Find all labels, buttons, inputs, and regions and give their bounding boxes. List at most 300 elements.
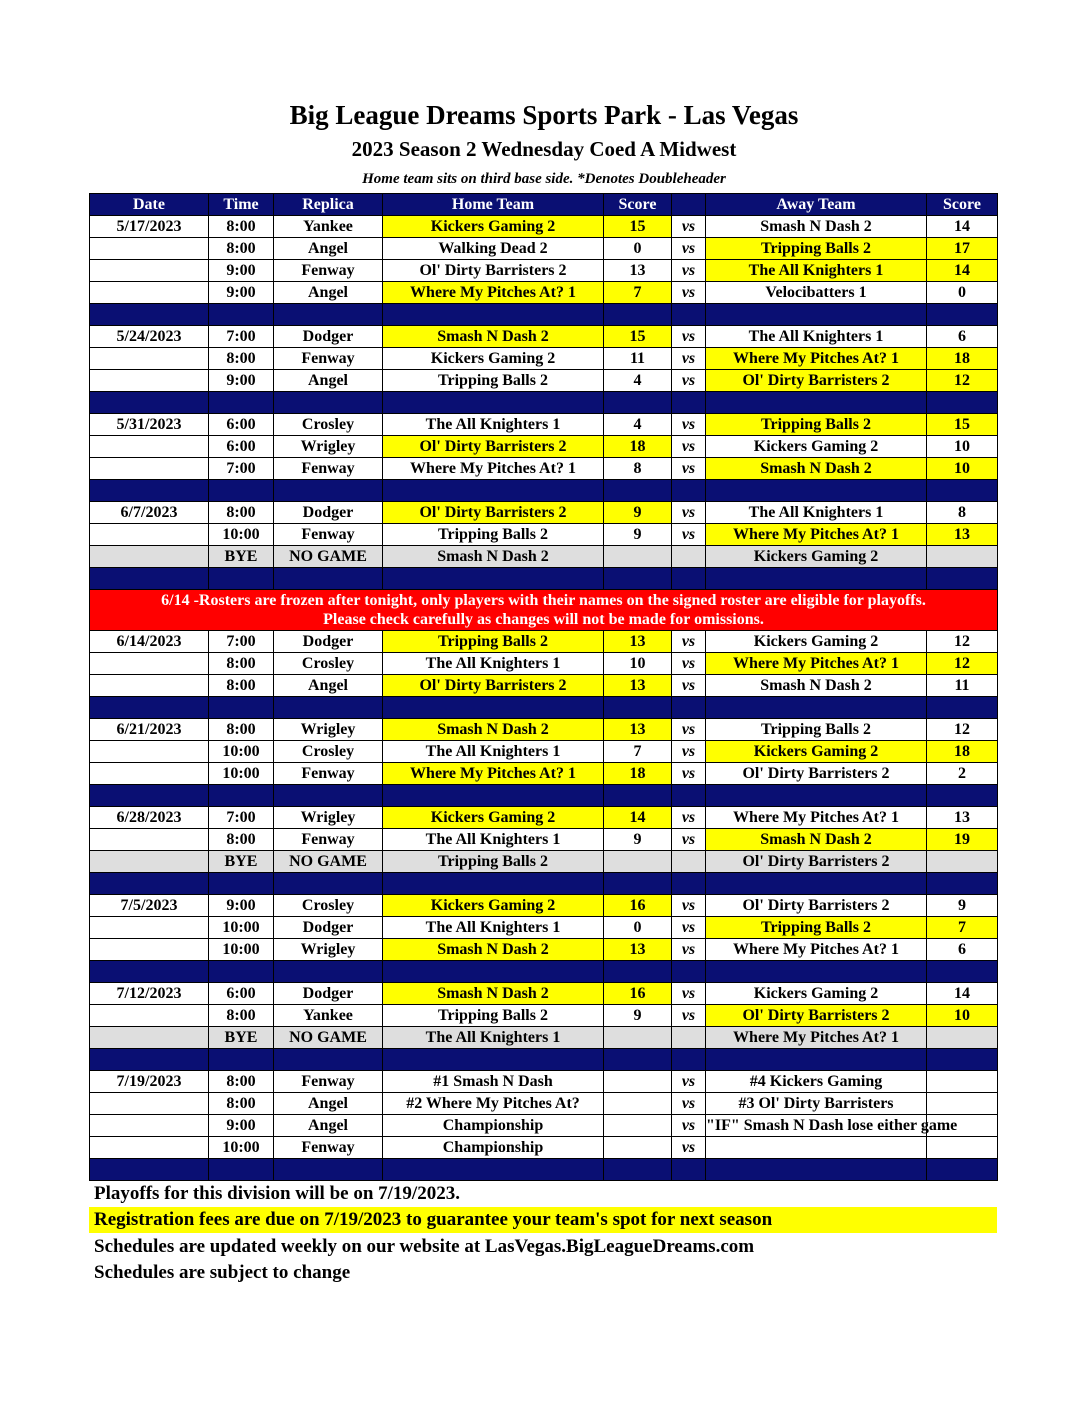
time-cell: 8:00 — [209, 653, 274, 675]
footer-change-note: Schedules are subject to change — [94, 1262, 351, 1283]
away-score-cell — [927, 546, 998, 568]
separator-cell — [383, 873, 604, 895]
home-score-cell: 4 — [604, 414, 672, 436]
game-row — [90, 631, 998, 653]
home-team-cell: Kickers Gaming 2 — [383, 895, 604, 917]
away-score-cell: 10 — [927, 436, 998, 458]
home-score-cell — [604, 1027, 672, 1049]
time-cell: 10:00 — [209, 939, 274, 961]
away-team-cell: Ol' Dirty Barristers 2 — [706, 370, 927, 392]
separator-cell — [672, 304, 706, 326]
replica-cell: Fenway — [274, 260, 383, 282]
away-score-cell — [927, 1027, 998, 1049]
replica-cell: Angel — [274, 282, 383, 304]
home-team-cell: Ol' Dirty Barristers 2 — [383, 436, 604, 458]
replica-cell: Wrigley — [274, 939, 383, 961]
separator-cell — [90, 1049, 209, 1071]
away-score-cell — [927, 1137, 998, 1159]
away-score-cell: 10 — [927, 458, 998, 480]
vs-cell: vs — [672, 807, 706, 829]
home-team-cell: Kickers Gaming 2 — [383, 807, 604, 829]
date-cell — [90, 1115, 209, 1137]
bye-row — [90, 546, 998, 568]
separator-cell — [209, 873, 274, 895]
separator-cell — [706, 1049, 927, 1071]
away-score-cell — [927, 851, 998, 873]
separator-cell — [604, 785, 672, 807]
time-cell: 8:00 — [209, 719, 274, 741]
home-score-cell: 13 — [604, 939, 672, 961]
replica-cell: Crosley — [274, 895, 383, 917]
game-row — [90, 414, 998, 436]
away-score-cell: 13 — [927, 524, 998, 546]
replica-cell: NO GAME — [274, 546, 383, 568]
footer-website-note: Schedules are updated weekly on our website at LasVegas.BigLeagueDreams.com — [94, 1236, 755, 1257]
time-cell: 8:00 — [209, 502, 274, 524]
away-team-cell: The All Knighters 1 — [706, 326, 927, 348]
away-team-cell: Smash N Dash 2 — [706, 458, 927, 480]
page-title: Big League Dreams Sports Park - Las Vegas — [289, 100, 799, 130]
date-cell — [90, 1093, 209, 1115]
separator-cell — [706, 304, 927, 326]
replica-cell: Crosley — [274, 653, 383, 675]
date-cell — [90, 1027, 209, 1049]
week-separator-row — [90, 1049, 998, 1071]
replica-cell: Wrigley — [274, 807, 383, 829]
away-score-cell: 14 — [927, 983, 998, 1005]
time-cell: 10:00 — [209, 741, 274, 763]
separator-cell — [383, 785, 604, 807]
home-score-cell: 9 — [604, 1005, 672, 1027]
separator-cell — [604, 480, 672, 502]
separator-cell — [672, 785, 706, 807]
separator-cell — [383, 1159, 604, 1181]
separator-cell — [927, 873, 998, 895]
away-score-cell: 13 — [927, 807, 998, 829]
vs-cell: vs — [672, 1115, 706, 1137]
home-team-cell: Tripping Balls 2 — [383, 631, 604, 653]
date-cell — [90, 917, 209, 939]
separator-cell — [383, 304, 604, 326]
replica-cell: Angel — [274, 238, 383, 260]
home-team-cell: Where My Pitches At? 1 — [383, 458, 604, 480]
game-row — [90, 502, 998, 524]
separator-cell — [604, 873, 672, 895]
separator-cell — [672, 1159, 706, 1181]
game-row — [90, 939, 998, 961]
away-score-cell: 6 — [927, 326, 998, 348]
separator-cell — [274, 961, 383, 983]
home-team-cell: #2 Where My Pitches At? — [383, 1093, 604, 1115]
home-score-cell — [604, 851, 672, 873]
vs-cell: vs — [672, 326, 706, 348]
time-cell: 8:00 — [209, 216, 274, 238]
separator-cell — [604, 392, 672, 414]
week-separator-row — [90, 568, 998, 590]
week-separator-row — [90, 392, 998, 414]
replica-cell: Wrigley — [274, 436, 383, 458]
home-score-cell: 9 — [604, 524, 672, 546]
away-score-cell — [927, 1093, 998, 1115]
replica-cell: Dodger — [274, 631, 383, 653]
home-score-cell — [604, 1137, 672, 1159]
home-score-cell: 13 — [604, 675, 672, 697]
separator-cell — [604, 568, 672, 590]
away-score-cell: 6 — [927, 939, 998, 961]
separator-cell — [383, 697, 604, 719]
time-cell: 7:00 — [209, 807, 274, 829]
vs-cell: vs — [672, 653, 706, 675]
away-team-cell: Where My Pitches At? 1 — [706, 348, 927, 370]
home-score-cell: 18 — [604, 763, 672, 785]
week-separator-row — [90, 480, 998, 502]
roster-notice-row — [90, 590, 998, 631]
separator-cell — [927, 1159, 998, 1181]
vs-cell: vs — [672, 348, 706, 370]
away-score-cell: 14 — [927, 260, 998, 282]
home-team-cell: Ol' Dirty Barristers 2 — [383, 675, 604, 697]
replica-cell: NO GAME — [274, 1027, 383, 1049]
separator-cell — [90, 480, 209, 502]
separator-cell — [209, 304, 274, 326]
away-team-cell: Kickers Gaming 2 — [706, 436, 927, 458]
home-score-cell: 14 — [604, 807, 672, 829]
home-score-cell: 0 — [604, 917, 672, 939]
replica-cell: Dodger — [274, 917, 383, 939]
replica-cell: Dodger — [274, 326, 383, 348]
away-score-cell: 19 — [927, 829, 998, 851]
vs-cell: vs — [672, 502, 706, 524]
away-score-cell: 2 — [927, 763, 998, 785]
separator-cell — [706, 961, 927, 983]
replica-cell: Angel — [274, 675, 383, 697]
home-score-cell: 10 — [604, 653, 672, 675]
week-separator-row — [90, 697, 998, 719]
game-row — [90, 436, 998, 458]
vs-cell — [672, 546, 706, 568]
away-score-cell — [927, 1071, 998, 1093]
home-team-cell: Championship — [383, 1115, 604, 1137]
away-team-cell: Smash N Dash 2 — [706, 675, 927, 697]
page-subtitle: 2023 Season 2 Wednesday Coed A Midwest — [351, 137, 737, 161]
game-row — [90, 807, 998, 829]
replica-cell: Fenway — [274, 763, 383, 785]
vs-cell: vs — [672, 1093, 706, 1115]
game-row — [90, 917, 998, 939]
time-cell: 8:00 — [209, 1005, 274, 1027]
separator-cell — [209, 480, 274, 502]
home-team-cell: Smash N Dash 2 — [383, 546, 604, 568]
home-score-cell: 11 — [604, 348, 672, 370]
vs-cell: vs — [672, 238, 706, 260]
away-team-cell — [706, 1137, 927, 1159]
roster-notice-line: Please check carefully as changes will not be made for omissions. — [323, 611, 764, 628]
away-team-cell: Where My Pitches At? 1 — [706, 807, 927, 829]
replica-cell: Crosley — [274, 414, 383, 436]
away-team-cell: Kickers Gaming 2 — [706, 741, 927, 763]
time-cell: 10:00 — [209, 917, 274, 939]
home-score-cell: 15 — [604, 326, 672, 348]
away-team-cell: Velocibatters 1 — [706, 282, 927, 304]
separator-cell — [90, 568, 209, 590]
home-team-cell: Tripping Balls 2 — [383, 370, 604, 392]
replica-cell: Fenway — [274, 524, 383, 546]
home-team-cell: The All Knighters 1 — [383, 653, 604, 675]
date-cell — [90, 1137, 209, 1159]
roster-notice — [90, 590, 998, 631]
date-cell — [90, 348, 209, 370]
vs-cell — [672, 1027, 706, 1049]
column-header-date: Date — [90, 194, 209, 216]
game-row — [90, 675, 998, 697]
away-team-cell: Where My Pitches At? 1 — [706, 524, 927, 546]
game-row — [90, 216, 998, 238]
home-score-cell: 4 — [604, 370, 672, 392]
home-team-cell: Kickers Gaming 2 — [383, 216, 604, 238]
date-cell — [90, 524, 209, 546]
away-team-cell: Ol' Dirty Barristers 2 — [706, 895, 927, 917]
separator-cell — [927, 304, 998, 326]
separator-cell — [209, 568, 274, 590]
vs-cell: vs — [672, 763, 706, 785]
table-header-row — [90, 194, 998, 216]
time-cell: 8:00 — [209, 348, 274, 370]
separator-cell — [90, 697, 209, 719]
separator-cell — [604, 961, 672, 983]
away-score-cell: 14 — [927, 216, 998, 238]
date-cell — [90, 741, 209, 763]
time-cell: 7:00 — [209, 326, 274, 348]
home-team-cell: The All Knighters 1 — [383, 829, 604, 851]
home-score-cell — [604, 1071, 672, 1093]
date-cell: 6/7/2023 — [90, 502, 209, 524]
separator-cell — [672, 697, 706, 719]
home-team-cell: Championship — [383, 1137, 604, 1159]
schedule-body — [90, 216, 998, 1181]
separator-cell — [90, 304, 209, 326]
vs-cell: vs — [672, 1071, 706, 1093]
home-score-cell — [604, 546, 672, 568]
vs-cell: vs — [672, 983, 706, 1005]
date-cell: 5/17/2023 — [90, 216, 209, 238]
date-cell — [90, 1005, 209, 1027]
home-score-cell — [604, 1115, 672, 1137]
separator-cell — [274, 392, 383, 414]
column-header-home-score: Score — [604, 194, 672, 216]
separator-cell — [927, 1049, 998, 1071]
separator-cell — [90, 873, 209, 895]
vs-cell: vs — [672, 1137, 706, 1159]
game-row — [90, 348, 998, 370]
date-cell — [90, 260, 209, 282]
away-team-cell: Kickers Gaming 2 — [706, 631, 927, 653]
home-team-cell: The All Knighters 1 — [383, 917, 604, 939]
week-separator-row — [90, 304, 998, 326]
replica-cell: Yankee — [274, 1005, 383, 1027]
column-header-home-team: Home Team — [383, 194, 604, 216]
replica-cell: Fenway — [274, 348, 383, 370]
vs-cell: vs — [672, 829, 706, 851]
game-row — [90, 719, 998, 741]
time-cell: 8:00 — [209, 829, 274, 851]
date-cell: 7/12/2023 — [90, 983, 209, 1005]
time-cell: 8:00 — [209, 238, 274, 260]
time-cell: 10:00 — [209, 524, 274, 546]
away-team-cell: Kickers Gaming 2 — [706, 983, 927, 1005]
separator-cell — [383, 961, 604, 983]
separator-cell — [672, 873, 706, 895]
footer-registration-note: Registration fees are due on 7/19/2023 to guarantee your team's spot for next season — [89, 1207, 997, 1233]
column-header-vs — [672, 194, 706, 216]
away-team-cell: "IF" Smash N Dash lose either game — [706, 1115, 927, 1137]
away-team-cell: #4 Kickers Gaming — [706, 1071, 927, 1093]
home-score-cell: 13 — [604, 631, 672, 653]
separator-cell — [383, 392, 604, 414]
separator-cell — [274, 873, 383, 895]
replica-cell: Fenway — [274, 829, 383, 851]
replica-cell: Angel — [274, 1093, 383, 1115]
date-cell — [90, 546, 209, 568]
separator-cell — [672, 1049, 706, 1071]
vs-cell: vs — [672, 895, 706, 917]
separator-cell — [274, 568, 383, 590]
separator-cell — [383, 1049, 604, 1071]
week-separator-row — [90, 961, 998, 983]
time-cell: 8:00 — [209, 1093, 274, 1115]
vs-cell: vs — [672, 631, 706, 653]
separator-cell — [90, 785, 209, 807]
time-cell: BYE — [209, 1027, 274, 1049]
vs-cell: vs — [672, 436, 706, 458]
home-team-cell: The All Knighters 1 — [383, 1027, 604, 1049]
time-cell: 7:00 — [209, 458, 274, 480]
away-score-cell: 7 — [927, 917, 998, 939]
game-row — [90, 458, 998, 480]
vs-cell: vs — [672, 719, 706, 741]
replica-cell: Crosley — [274, 741, 383, 763]
separator-cell — [209, 392, 274, 414]
home-team-cell: The All Knighters 1 — [383, 414, 604, 436]
date-cell — [90, 763, 209, 785]
separator-cell — [604, 1049, 672, 1071]
separator-cell — [209, 961, 274, 983]
replica-cell: NO GAME — [274, 851, 383, 873]
home-team-cell: Smash N Dash 2 — [383, 719, 604, 741]
time-cell: BYE — [209, 546, 274, 568]
away-score-cell: 12 — [927, 631, 998, 653]
time-cell: 9:00 — [209, 260, 274, 282]
game-row — [90, 829, 998, 851]
home-team-cell: Where My Pitches At? 1 — [383, 763, 604, 785]
replica-cell: Fenway — [274, 1071, 383, 1093]
date-cell: 6/21/2023 — [90, 719, 209, 741]
separator-cell — [383, 568, 604, 590]
game-row — [90, 370, 998, 392]
away-team-cell: Ol' Dirty Barristers 2 — [706, 851, 927, 873]
vs-cell: vs — [672, 741, 706, 763]
separator-cell — [706, 480, 927, 502]
away-team-cell: Where My Pitches At? 1 — [706, 1027, 927, 1049]
home-score-cell: 16 — [604, 983, 672, 1005]
away-score-cell: 10 — [927, 1005, 998, 1027]
game-row — [90, 1005, 998, 1027]
away-team-cell: Ol' Dirty Barristers 2 — [706, 763, 927, 785]
column-header-away-team: Away Team — [706, 194, 927, 216]
vs-cell: vs — [672, 917, 706, 939]
game-row — [90, 260, 998, 282]
separator-cell — [274, 304, 383, 326]
away-team-cell: Ol' Dirty Barristers 2 — [706, 1005, 927, 1027]
replica-cell: Angel — [274, 370, 383, 392]
home-team-cell: The All Knighters 1 — [383, 741, 604, 763]
date-cell — [90, 370, 209, 392]
column-header-time: Time — [209, 194, 274, 216]
separator-cell — [706, 568, 927, 590]
time-cell: 8:00 — [209, 1071, 274, 1093]
home-score-cell: 0 — [604, 238, 672, 260]
date-cell — [90, 675, 209, 697]
home-team-cell: Walking Dead 2 — [383, 238, 604, 260]
date-cell — [90, 238, 209, 260]
home-score-cell: 13 — [604, 719, 672, 741]
away-score-cell: 12 — [927, 370, 998, 392]
away-team-cell: Tripping Balls 2 — [706, 414, 927, 436]
away-score-cell: 9 — [927, 895, 998, 917]
date-cell — [90, 282, 209, 304]
replica-cell: Wrigley — [274, 719, 383, 741]
home-score-cell: 18 — [604, 436, 672, 458]
date-cell — [90, 458, 209, 480]
separator-cell — [604, 1159, 672, 1181]
home-team-cell: #1 Smash N Dash — [383, 1071, 604, 1093]
time-cell: 6:00 — [209, 414, 274, 436]
date-cell — [90, 829, 209, 851]
vs-cell — [672, 851, 706, 873]
date-cell: 5/31/2023 — [90, 414, 209, 436]
date-cell: 7/19/2023 — [90, 1071, 209, 1093]
vs-cell: vs — [672, 524, 706, 546]
home-team-cell: Tripping Balls 2 — [383, 851, 604, 873]
home-score-cell: 16 — [604, 895, 672, 917]
away-team-cell: Where My Pitches At? 1 — [706, 939, 927, 961]
game-row — [90, 653, 998, 675]
away-score-cell: 8 — [927, 502, 998, 524]
away-score-cell: 12 — [927, 653, 998, 675]
separator-cell — [706, 697, 927, 719]
home-team-cell: Tripping Balls 2 — [383, 1005, 604, 1027]
away-team-cell: Smash N Dash 2 — [706, 216, 927, 238]
game-row — [90, 1137, 998, 1159]
time-cell: BYE — [209, 851, 274, 873]
vs-cell: vs — [672, 414, 706, 436]
away-team-cell: Smash N Dash 2 — [706, 829, 927, 851]
week-separator-row — [90, 785, 998, 807]
column-header-replica: Replica — [274, 194, 383, 216]
date-cell: 7/5/2023 — [90, 895, 209, 917]
home-team-cell: Ol' Dirty Barristers 2 — [383, 502, 604, 524]
away-team-cell: The All Knighters 1 — [706, 502, 927, 524]
vs-cell: vs — [672, 260, 706, 282]
date-cell — [90, 939, 209, 961]
separator-cell — [90, 392, 209, 414]
separator-cell — [706, 873, 927, 895]
away-team-cell: Tripping Balls 2 — [706, 719, 927, 741]
date-cell: 5/24/2023 — [90, 326, 209, 348]
separator-cell — [274, 480, 383, 502]
date-cell: 6/28/2023 — [90, 807, 209, 829]
away-team-cell: Kickers Gaming 2 — [706, 546, 927, 568]
away-team-cell: Tripping Balls 2 — [706, 238, 927, 260]
